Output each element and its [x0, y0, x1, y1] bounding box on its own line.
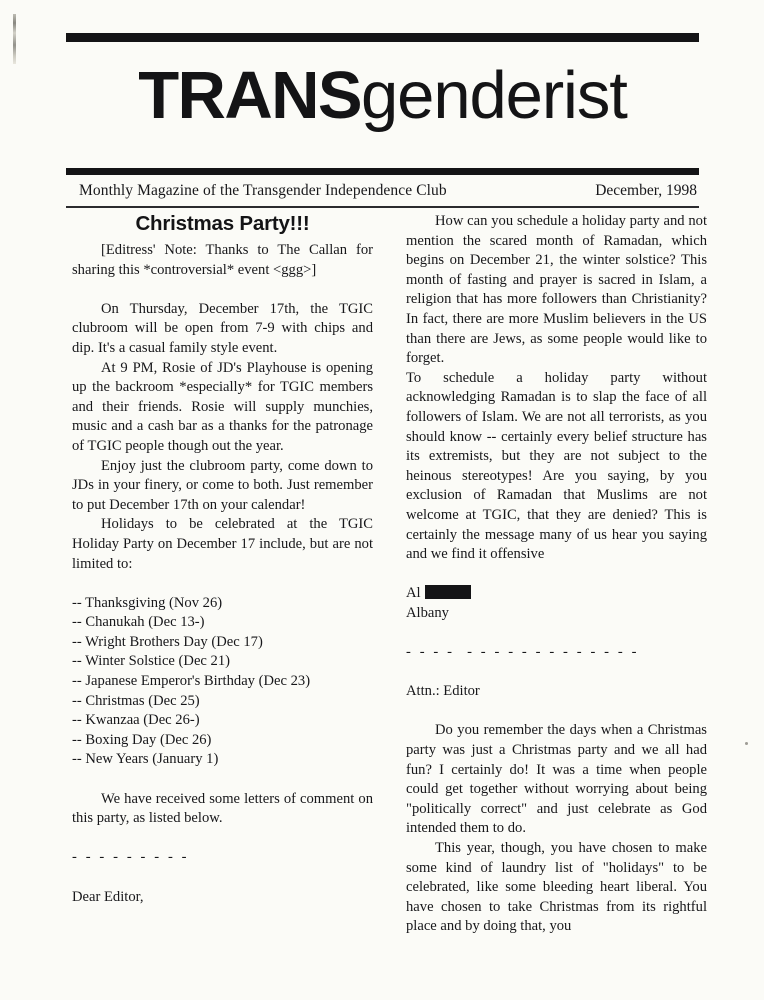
section-separator: - - - - - - - - - [72, 849, 190, 866]
redaction-bar [425, 585, 471, 599]
holiday-list-item: -- Japanese Emperor's Birthday (Dec 23) [72, 673, 311, 690]
letters-intro-paragraph: We have received some letters of comment on this party, as listed below. [72, 790, 373, 827]
editress-note: [Editress' Note: Thanks to The Callan for sharing this *controversial* event <ggg>] [72, 242, 373, 278]
section-separator: - - - - - - - - - - - - - - - - - [406, 644, 640, 661]
holiday-list-item: -- Boxing Day (Dec 26) [72, 731, 212, 748]
article-paragraph: At 9 PM, Rosie of JD's Playhouse is opening up the backroom *especially* for TGIC members and their friends. Rosie will supply munchies, music and a cash bar as a thanks for the patronage of TGIC people though out the year. [72, 359, 373, 454]
holiday-list-item: -- Thanksgiving (Nov 26) [72, 594, 223, 611]
left-column [72, 212, 373, 907]
masthead-bottom-rule [66, 168, 699, 175]
right-column [406, 212, 707, 937]
holiday-list-item: -- Kwanzaa (Dec 26-) [72, 712, 200, 729]
article-paragraph: Enjoy just the clubroom party, come down to JDs in your finery, or come to both. Just remember to put December 17th on your calendar! [72, 457, 373, 513]
holiday-list-item: -- Wright Brothers Day (Dec 17) [72, 633, 263, 650]
masthead-title-bold: TRANS [138, 58, 362, 133]
letter-one-signature [406, 584, 707, 604]
letter-one-city: Albany [406, 604, 449, 621]
scan-speck-artifact [745, 742, 748, 745]
letter-one-paragraph: How can you schedule a holiday party and not mention the scared month of Ramadan, which begins on December 21, the winter solstice? This month of fasting and prayer is sacred in Islam, a religion that has more followers than Christianity? In fact, there are more Muslim believers in the US than there are Jews, as some people would like to forget. [406, 213, 707, 367]
masthead-subtitle-bar [66, 180, 699, 204]
holiday-list-item: -- Christmas (Dec 25) [72, 692, 200, 709]
letter-two-paragraph: Do you remember the days when a Christmas party was just a Christmas party and we all had fun? I certainly do! It was a time when people could get together without worrying about being "politically correct" and just celebrate as God intended them to do. [406, 722, 707, 837]
scan-streak-artifact [13, 14, 16, 64]
signature-first-name: Al [406, 585, 421, 602]
letter-salutation: Dear Editor, [72, 888, 144, 905]
article-headline: Christmas Party!!! [135, 212, 310, 235]
holiday-list-item: -- Chanukah (Dec 13-) [72, 614, 205, 631]
holiday-list-item: -- Winter Solstice (Dec 21) [72, 653, 231, 670]
holiday-list-item: -- New Years (January 1) [72, 751, 219, 768]
magazine-subtitle: Monthly Magazine of the Transgender Independence Club [79, 182, 447, 199]
letter-two-paragraph: This year, though, you have chosen to make some kind of laundry list of "holidays" to be celebrated, like some bleeding heart liberal. You have chosen to take Christmas from its rightful place and by doing that, you [406, 840, 707, 935]
letter-two-attention: Attn.: Editor [406, 683, 480, 700]
letter-one-paragraph: To schedule a holiday party without acknowledging Ramadan is to slap the face of all followers of Islam. We are not all terrorists, as you should know -- certainly every belief structure has its extremists, but they are not subject to the heinous stereotypes! Are you saying, by you exclusion of Ramadan that Muslims are not welcome at TGIC, that they are denied? This is certainly the message many of us hear you saying and we find it offensive [406, 369, 707, 563]
masthead-title-light: genderist [361, 58, 627, 133]
article-paragraph: On Thursday, December 17th, the TGIC clubroom will be open from 7-9 with chips and dip. It's a casual family style event. [72, 300, 373, 356]
masthead-title [66, 58, 699, 133]
masthead-top-rule [66, 33, 699, 42]
subtitle-underline-rule [66, 206, 699, 208]
issue-date: December, 1998 [595, 182, 697, 199]
article-paragraph: Holidays to be celebrated at the TGIC Holiday Party on December 17 include, but are not limited to: [72, 516, 373, 572]
